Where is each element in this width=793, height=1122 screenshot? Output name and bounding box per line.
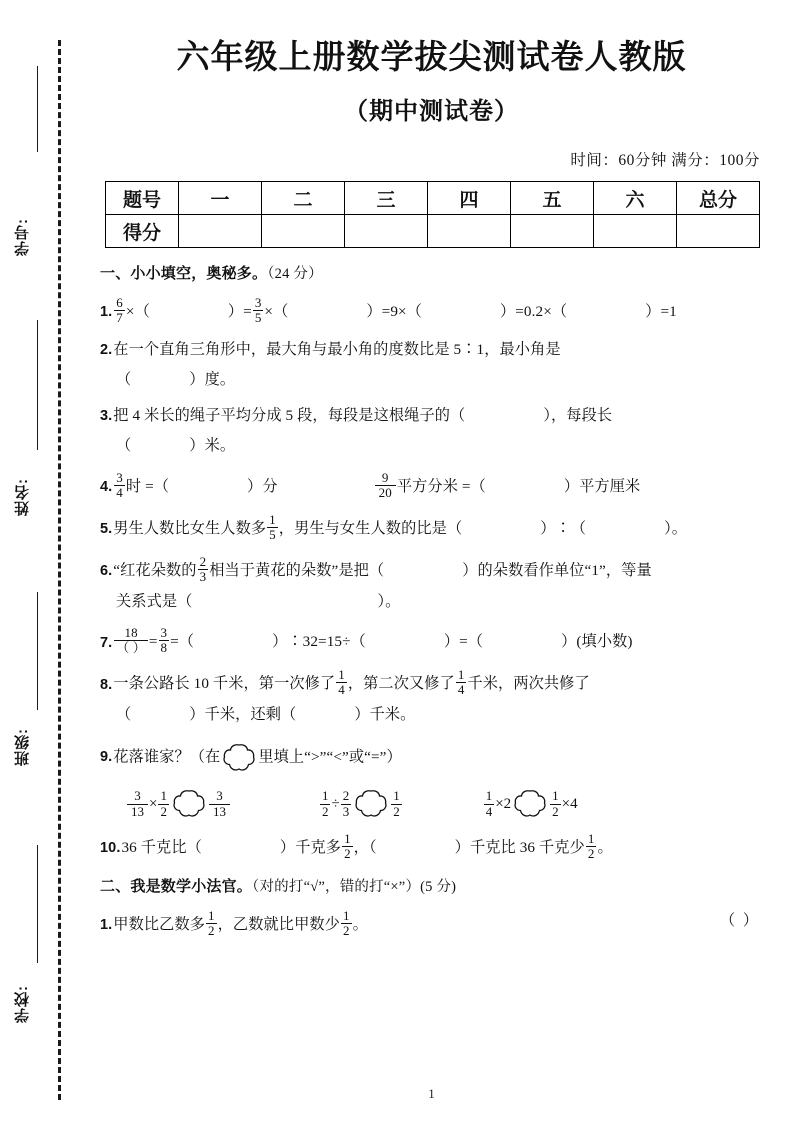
fraction-1-4-a <box>336 668 347 697</box>
question-9 <box>100 743 760 773</box>
question-4 <box>100 471 760 500</box>
q10-t4: ）千克比 36 千克少 <box>454 839 585 857</box>
numerator: 1 <box>552 788 559 804</box>
question-7-number: 7. <box>100 634 113 651</box>
fraction-3-13-a <box>127 789 148 818</box>
numerator: 3 <box>160 625 168 641</box>
q7-eq2: =（ <box>170 633 195 651</box>
fraction-6-7 <box>114 296 125 325</box>
margin-label-name: 姓名: <box>14 478 31 516</box>
q6-t1: “红花朵数的 <box>113 561 197 579</box>
numerator: 1 <box>208 908 215 924</box>
score-cell-1[interactable] <box>262 215 345 248</box>
question-6-number: 6. <box>100 562 113 579</box>
margin-rule-2 <box>37 592 38 710</box>
fraction-3-8 <box>159 626 170 655</box>
question-5 <box>100 513 760 542</box>
denominator: 2 <box>393 803 400 819</box>
comparison-3-op: ×2 <box>495 795 512 812</box>
numerator: 1 <box>269 511 276 527</box>
q5-t1: 男生人数比女生人数多 <box>113 519 267 537</box>
question-10 <box>100 832 760 861</box>
score-cell-3[interactable] <box>428 215 511 248</box>
score-cell-0[interactable] <box>179 215 262 248</box>
numerator: 18 <box>124 625 138 641</box>
q1-eq3: ）=0.2×（ <box>499 303 568 321</box>
q8-t2: ，第二次又修了 <box>347 675 455 693</box>
denominator-blank[interactable]: （ ） <box>116 640 146 656</box>
fraction-1-2-c <box>391 789 402 818</box>
q3-text-pre: 把 4 米长的绳子平均分成 5 段，每段是这根绳子的（ <box>113 407 466 425</box>
comparison-2 <box>319 789 403 819</box>
section-2-points: （对的打“√”，错的打“×”）(5 分) <box>252 879 457 896</box>
numerator: 1 <box>342 908 350 924</box>
q9-t2: 里填上“>”“<”或“=”） <box>258 748 402 766</box>
numerator: 9 <box>381 469 389 485</box>
fraction-1-2-b <box>320 789 331 818</box>
q5-t3: ）∶（ <box>540 519 587 537</box>
q6-t3: ）的朵数看作单位“1”，等量 <box>462 561 652 579</box>
flower-blank-icon[interactable] <box>172 789 206 819</box>
comparison-2-op: ÷ <box>331 795 340 812</box>
denominator: 5 <box>254 310 262 326</box>
score-cell-5[interactable] <box>594 215 677 248</box>
denominator: 3 <box>199 568 207 584</box>
fraction-1-2-h <box>341 909 352 938</box>
page-title: 六年级上册数学拔尖测试卷人教版 <box>176 38 687 75</box>
denominator: 4 <box>116 484 123 500</box>
exam-sheet <box>70 0 793 1122</box>
numerator: 1 <box>344 831 351 846</box>
numerator: 1 <box>485 788 493 804</box>
denominator: 2 <box>344 846 351 862</box>
q9-t1: 花落谁家？（在 <box>113 748 221 766</box>
margin-rule-1 <box>37 320 38 450</box>
question-5-number: 5. <box>100 520 113 537</box>
fraction-9-20 <box>375 471 396 500</box>
page-subtitle: （期中测试卷） <box>344 98 519 126</box>
q1-op1: ×（ <box>125 303 150 321</box>
q3-line2-post: ）米。 <box>189 437 236 454</box>
score-cell-2[interactable] <box>345 215 428 248</box>
score-table-col-2: 三 <box>345 182 428 215</box>
score-cell-6[interactable] <box>677 215 760 248</box>
q8-line2-mid: ）千米，还剩（ <box>189 706 297 724</box>
q2-text: 在一个直角三角形中，最大角与最小角的度数比是 5∶1，最小角是 <box>113 341 561 359</box>
q8-line2-pre: （ <box>116 706 132 724</box>
denominator: 13 <box>209 804 230 819</box>
fraction-1-4-c <box>484 789 495 818</box>
fraction-1-4-b <box>456 668 467 697</box>
score-table-row-label-1: 得分 <box>106 215 179 248</box>
page-number: 1 <box>428 1086 435 1101</box>
score-table-col-4: 五 <box>511 182 594 215</box>
denominator: 2 <box>587 846 595 862</box>
flower-blank-icon[interactable] <box>222 743 256 773</box>
q3-line2-pre: （ <box>116 437 132 454</box>
denominator: 5 <box>269 526 276 542</box>
q7-eq4: ）=（ <box>443 633 484 651</box>
fraction-2-3 <box>198 555 209 584</box>
score-cell-4[interactable] <box>511 215 594 248</box>
numerator: 3 <box>254 295 262 311</box>
denominator: 3 <box>342 803 350 819</box>
q10-t1: 36 千克比（ <box>121 839 202 857</box>
table-row-header <box>106 182 760 215</box>
q2-line2 <box>100 368 760 392</box>
question-9-number: 9. <box>100 749 113 766</box>
question-6 <box>100 555 760 614</box>
question-4-number: 4. <box>100 478 113 495</box>
numerator: 3 <box>116 469 123 485</box>
score-table-col-5: 六 <box>594 182 677 215</box>
q8-line2-post: ）千米。 <box>354 706 416 724</box>
table-row-scores <box>106 215 760 248</box>
section-heading-2 <box>100 875 760 896</box>
numerator: 6 <box>116 295 123 311</box>
s2q1-t1: 甲数比乙数多 <box>113 916 206 934</box>
score-table-row-label-0: 题号 <box>106 182 179 215</box>
fraction-3-5 <box>253 296 264 325</box>
s2q1-t3: 。 <box>352 916 368 934</box>
question-3 <box>100 404 760 457</box>
comparison-3-tail: ×4 <box>561 795 578 812</box>
denominator: 4 <box>338 682 345 698</box>
exam-content <box>70 262 793 938</box>
question-2 <box>100 338 760 391</box>
denominator: 7 <box>116 310 123 326</box>
binding-margin-strip <box>0 0 70 1122</box>
q6-line2-pre: 关系式是（ <box>116 592 193 610</box>
margin-label-student-id: 学号: <box>14 218 31 256</box>
q10-t3: ，（ <box>353 839 377 857</box>
q5-t2: ，男生与女生人数的比是（ <box>278 519 463 537</box>
numerator: 1 <box>587 831 595 846</box>
fraction-2-3-b <box>341 789 352 818</box>
margin-rule-top <box>37 66 38 152</box>
question-10-number: 10. <box>100 840 121 857</box>
q3-line2 <box>100 434 760 458</box>
fraction-1-2-g <box>206 909 217 938</box>
section-2-label: 二、我是数学小法官。 <box>100 878 253 896</box>
numerator: 3 <box>216 788 223 804</box>
numerator: 1 <box>457 667 465 683</box>
q2-line2-post: ）度。 <box>189 370 236 388</box>
q4-t3: 平方分米 =（ <box>396 477 486 495</box>
s2q1-t2: ，乙数就比甲数少 <box>217 916 340 934</box>
fraction-1-2-f <box>586 832 597 861</box>
question-7 <box>100 626 760 655</box>
margin-label-class: 班级: <box>14 728 31 766</box>
fraction-1-2-d <box>550 789 561 818</box>
section-heading-1 <box>100 262 760 283</box>
numerator: 2 <box>342 788 350 804</box>
denominator: 2 <box>552 803 559 819</box>
q1-eq2: ）=9×（ <box>366 303 422 321</box>
section-1-points: （24 分） <box>267 266 323 283</box>
comparison-3 <box>483 789 578 819</box>
q7-eq5: ）(填小数) <box>561 633 633 651</box>
denominator: 13 <box>127 804 148 819</box>
question-1 <box>100 296 760 325</box>
denominator: 4 <box>457 682 465 698</box>
question-2-number: 2. <box>100 342 113 359</box>
denominator: 4 <box>485 803 493 819</box>
q5-t4: ）。 <box>664 519 688 537</box>
fraction-1-2-e <box>342 832 353 861</box>
numerator: 1 <box>393 788 400 804</box>
q4-t1: 时 =（ <box>125 477 170 495</box>
q3-text-post: ），每段长 <box>543 407 613 425</box>
numerator: 2 <box>199 553 207 569</box>
section2-question-1 <box>100 909 760 938</box>
q4-t2: ）分 <box>247 477 278 495</box>
q1-eq4: ）=1 <box>645 303 677 321</box>
fraction-1-2-a <box>158 789 169 818</box>
score-table-col-6: 总分 <box>677 182 760 215</box>
exam-meta: 时间：60分钟 满分：100分 <box>570 152 760 170</box>
numerator: 1 <box>338 667 345 683</box>
q8-t1: 一条公路长 10 千米，第一次修了 <box>113 675 336 693</box>
q6-line2-post: ）。 <box>377 592 401 610</box>
comparison-1-op: × <box>149 795 158 812</box>
section-1-label: 一、小小填空，奥秘多。 <box>100 265 268 283</box>
question-1-number: 1. <box>100 304 113 321</box>
question-3-number: 3. <box>100 408 113 425</box>
score-table-col-3: 四 <box>428 182 511 215</box>
margin-rule-3 <box>37 845 38 963</box>
question-9-comparisons <box>100 789 760 819</box>
comparison-1 <box>126 789 231 819</box>
flower-blank-icon[interactable] <box>354 789 388 819</box>
score-table <box>105 181 760 248</box>
denominator: 20 <box>375 485 396 500</box>
q6-t2: 相当于黄花的朵数”是把（ <box>209 561 385 579</box>
q8-t3: 千米，两次共修了 <box>467 675 590 693</box>
dashed-cut-line <box>58 40 61 1100</box>
fraction-3-13-b <box>209 789 230 818</box>
question-8-number: 8. <box>100 676 113 693</box>
section2-question-1-number: 1. <box>100 917 113 934</box>
q8-line2 <box>100 703 760 727</box>
flower-blank-icon[interactable] <box>513 789 547 819</box>
q4-t4: ）平方厘米 <box>563 477 641 495</box>
question-8 <box>100 668 760 727</box>
q7-eq3: ）∶32=15÷（ <box>272 633 366 651</box>
q2-line2-pre: （ <box>116 370 132 388</box>
denominator: 2 <box>321 803 329 819</box>
numerator: 1 <box>321 788 329 804</box>
fraction-3-4 <box>114 471 125 500</box>
fraction-1-5 <box>267 513 278 542</box>
score-table-col-1: 二 <box>262 182 345 215</box>
q10-t2: ）千克多 <box>279 839 342 857</box>
q7-eq1: = <box>148 633 158 651</box>
denominator: 2 <box>160 803 167 819</box>
true-false-answer-blank[interactable]: （ ） <box>719 912 760 930</box>
fraction-18-over-blank <box>114 626 148 655</box>
denominator: 2 <box>208 923 215 939</box>
denominator: 2 <box>342 923 350 939</box>
q10-t5: 。 <box>597 839 613 857</box>
margin-label-school: 学校: <box>14 985 31 1023</box>
numerator: 1 <box>160 788 167 804</box>
denominator: 8 <box>160 640 168 656</box>
q6-line2 <box>100 590 760 614</box>
score-table-wrap <box>70 170 793 248</box>
q1-op2: ×（ <box>264 303 289 321</box>
q1-eq1: ）= <box>227 303 252 321</box>
score-table-col-0: 一 <box>179 182 262 215</box>
numerator: 3 <box>134 788 141 804</box>
